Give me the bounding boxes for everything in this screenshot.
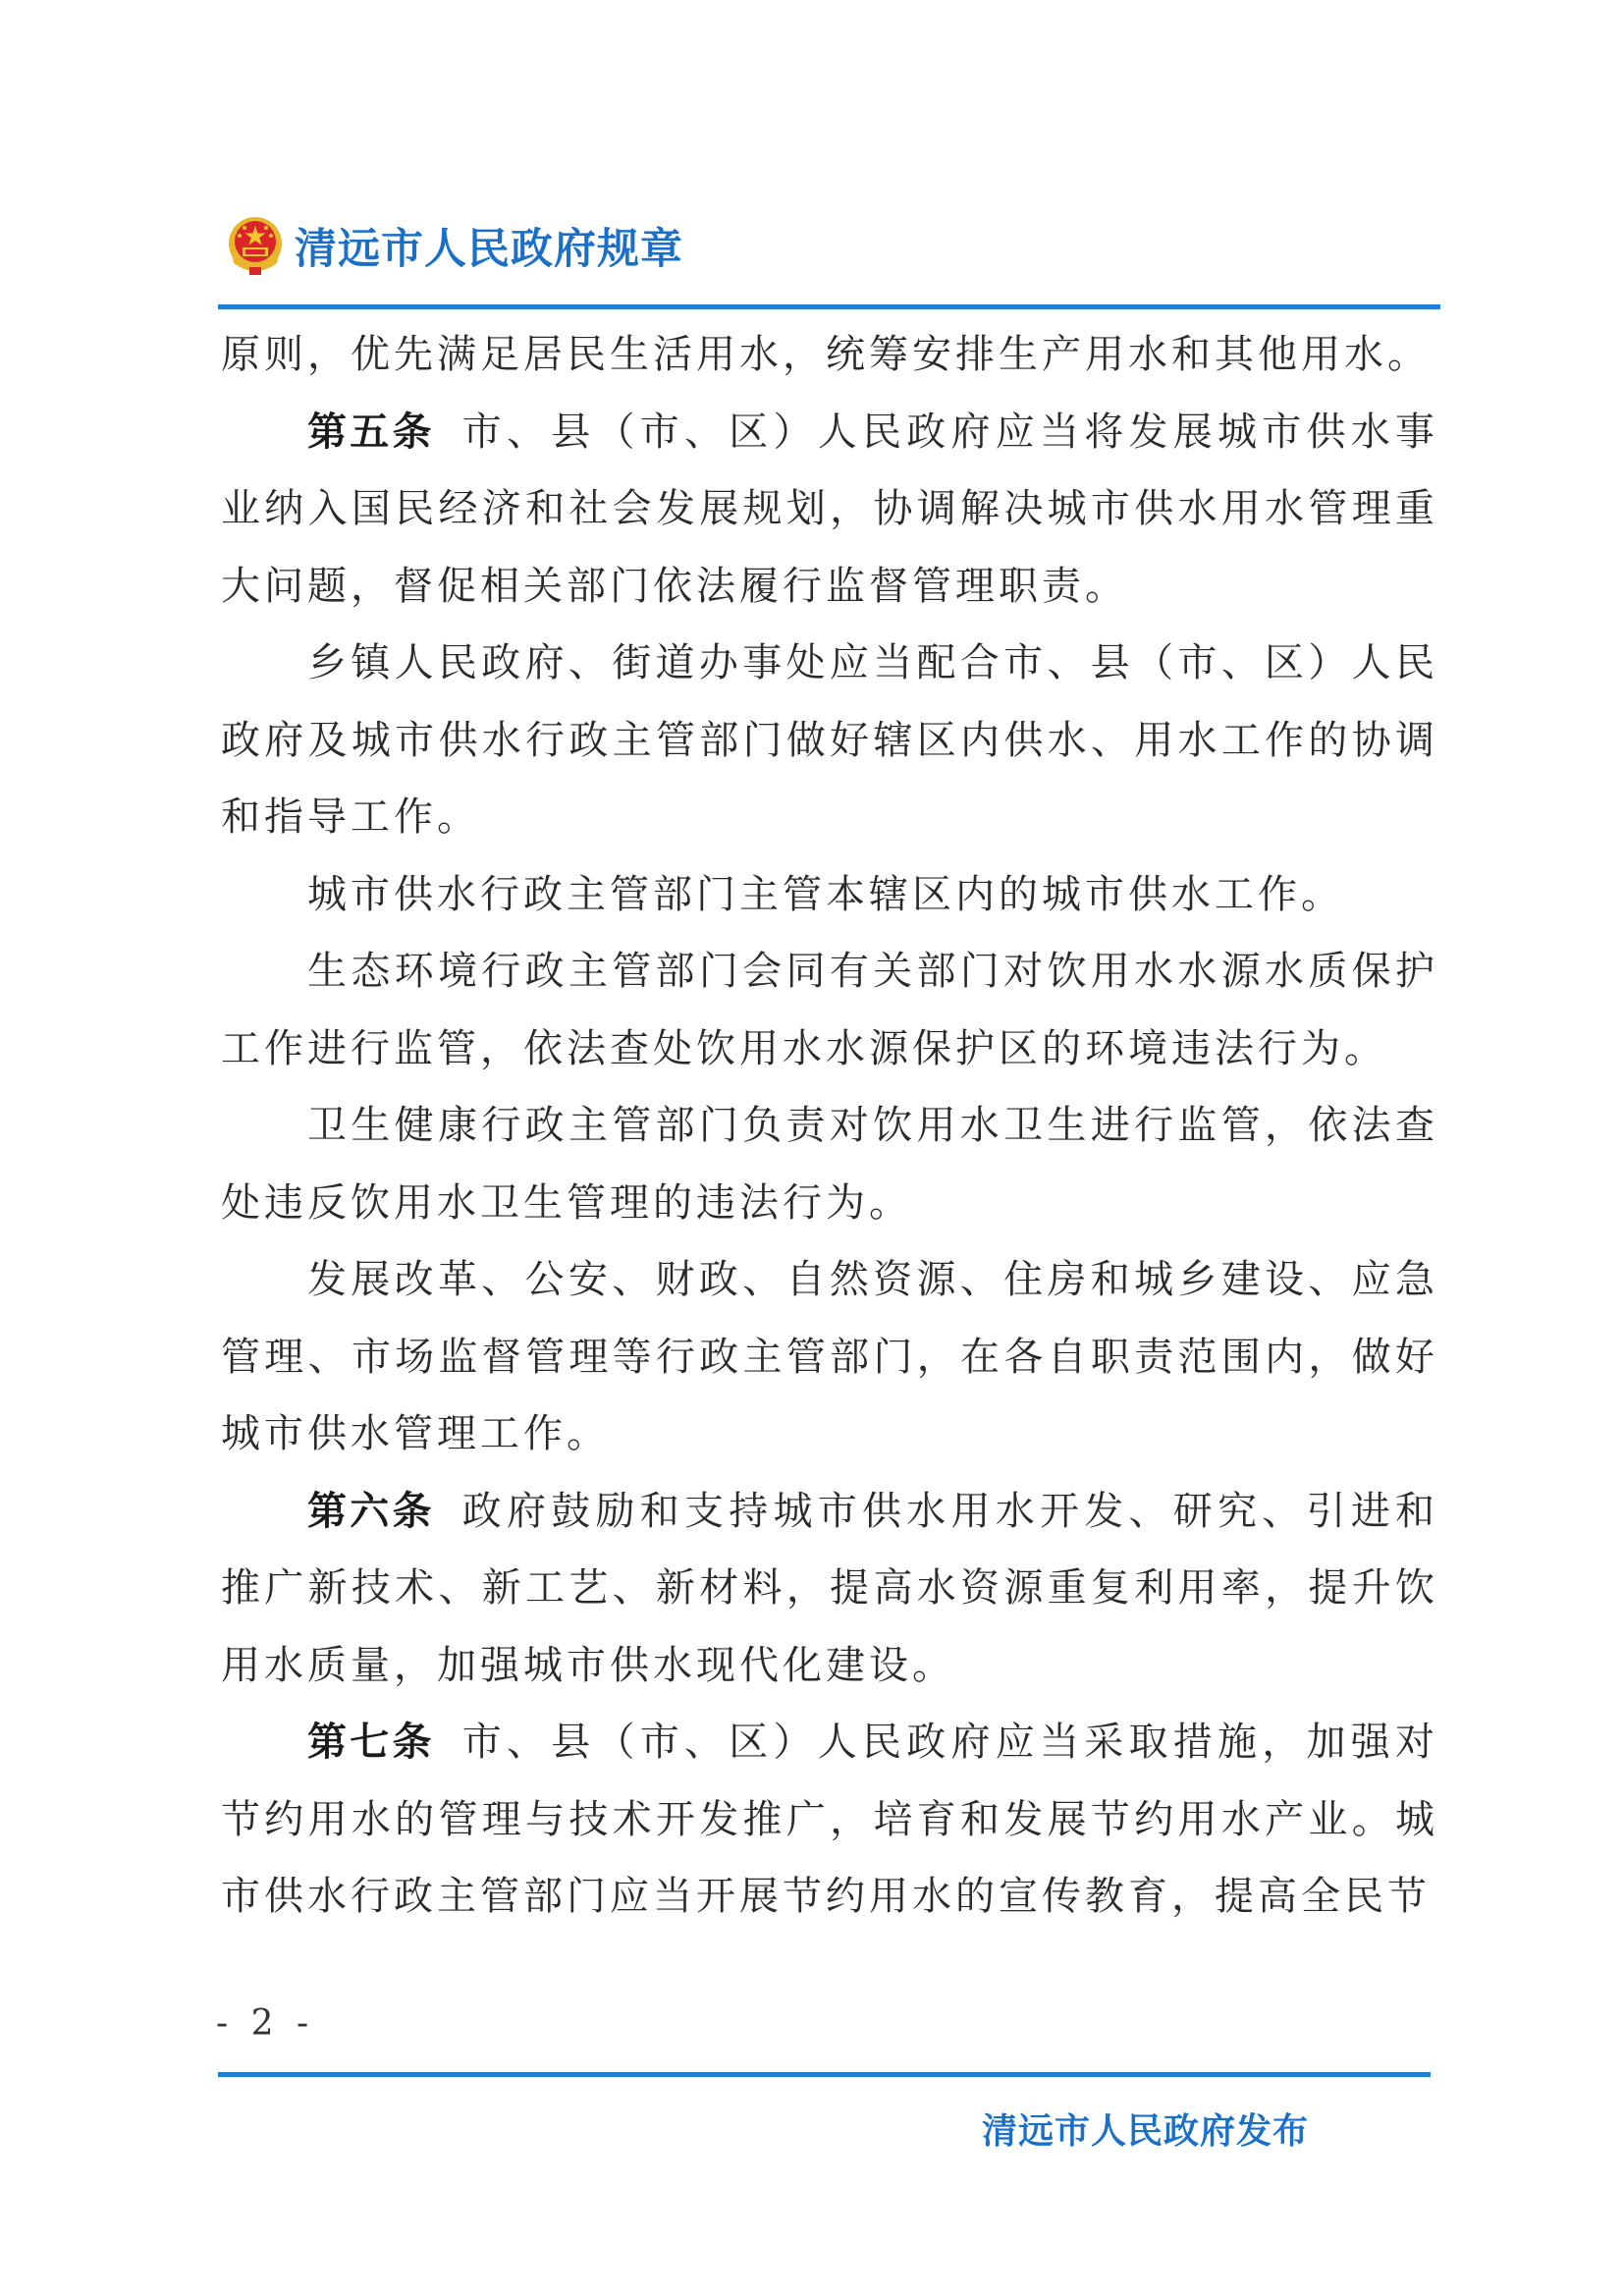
page-header (226, 206, 683, 285)
paragraph (221, 1241, 1438, 1473)
article-label: 第六条 (307, 1488, 435, 1534)
paragraph-text: 市、县（市、区）人民政府应当将发展城市供水事业纳入国民经济和社会发展规划，协调解决城市供水用水管理重大问题，督促相关部门依法履行监督管理职责。 (221, 409, 1438, 609)
paragraph-text: 市、县（市、区）人民政府应当采取措施，加强对节约用水的管理与技术开发推广，培育和发展节约用水产业。城市供水行政主管部门应当开展节约用水的宣传教育，提高全民节 (221, 1720, 1438, 1919)
paragraph-text: 卫生健康行政主管部门负责对饮用水卫生进行监管，依法查处违反饮用水卫生管理的违法行为。 (221, 1103, 1438, 1226)
article-label: 第五条 (307, 409, 435, 455)
paragraph (221, 1087, 1438, 1241)
paragraph (221, 1473, 1438, 1705)
paragraph (221, 856, 1438, 934)
paragraph-text: 发展改革、公安、财政、自然资源、住房和城乡建设、应急管理、市场监督管理等行政主管部门，在各自职责范围内，做好城市供水管理工作。 (221, 1257, 1438, 1456)
header-title: 清远市人民政府规章 (295, 224, 683, 274)
article-label: 第七条 (307, 1720, 435, 1765)
paragraph (221, 1704, 1438, 1936)
page-number: - 2 - (216, 2003, 315, 2044)
footer-divider (218, 2072, 1431, 2077)
paragraph-text: 政府鼓励和支持城市供水用水开发、研究、引进和推广新技术、新工艺、新材料，提高水资源重复利用率，提升饮用水质量，加强城市供水现代化建设。 (221, 1488, 1438, 1688)
paragraph-text: 城市供水行政主管部门主管本辖区内的城市供水工作。 (307, 871, 1344, 917)
paragraph (221, 316, 1438, 394)
paragraph-text: 乡镇人民政府、街道办事处应当配合市、县（市、区）人民政府及城市供水行政主管部门做好辖区内供水、用水工作的协调和指导工作。 (221, 640, 1438, 840)
national-emblem-icon (226, 214, 285, 277)
paragraph-text: 原则，优先满足居民生活用水，统筹安排生产用水和其他用水。 (221, 332, 1431, 377)
paragraph (221, 394, 1438, 626)
paragraph (221, 933, 1438, 1087)
footer-publisher: 清远市人民政府发布 (982, 2111, 1310, 2152)
header-divider (218, 304, 1440, 309)
paragraph-text: 生态环境行政主管部门会同有关部门对饮用水水源水质保护工作进行监管，依法查处饮用水水源保护区的环境违法行为。 (221, 949, 1438, 1071)
paragraph (221, 625, 1438, 856)
document-body (221, 316, 1438, 1936)
